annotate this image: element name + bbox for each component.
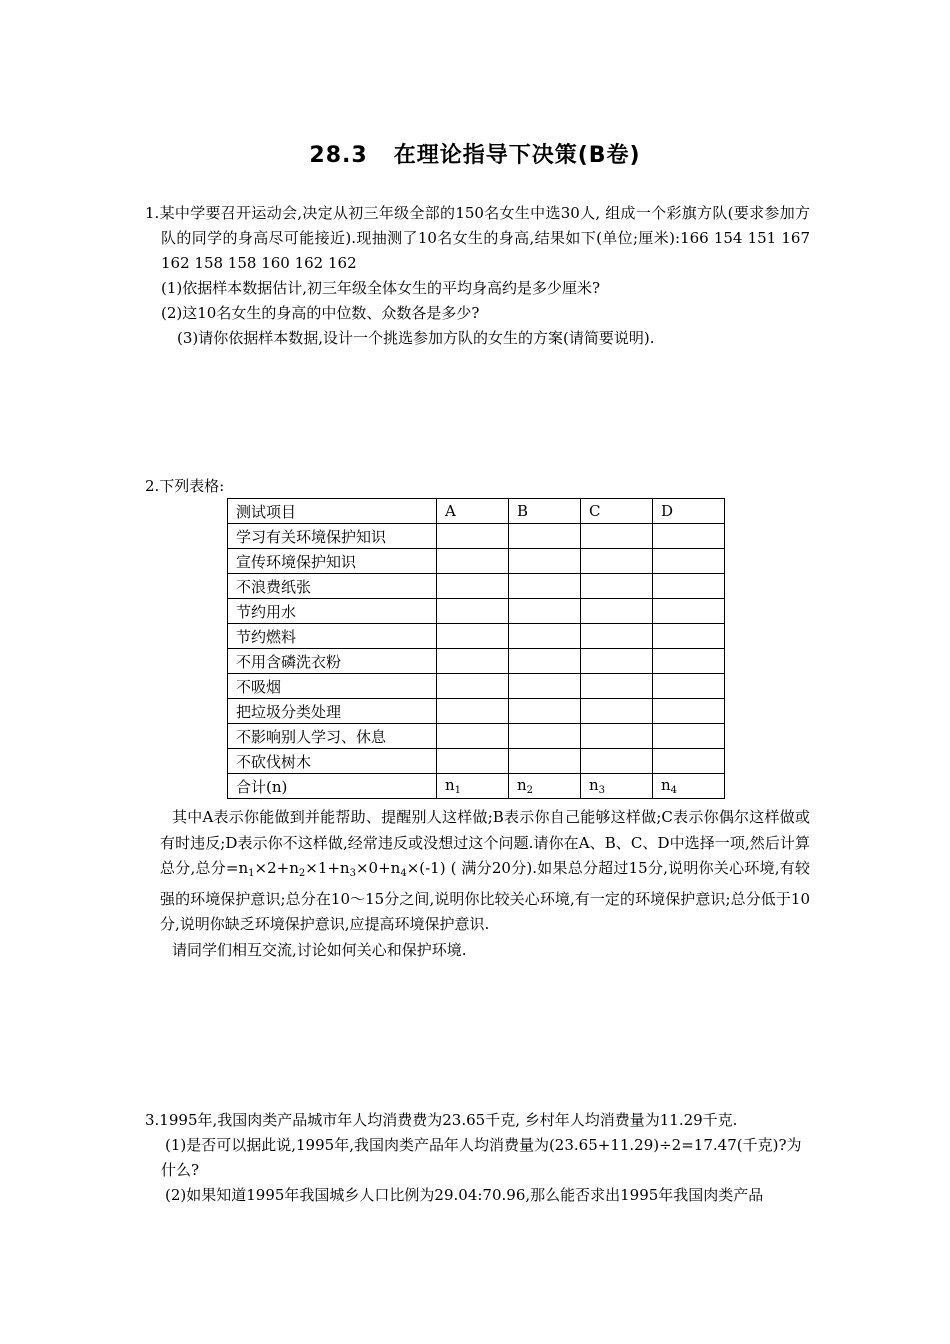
table-row — [228, 574, 725, 599]
table-row — [228, 599, 725, 624]
table-cell — [581, 649, 653, 674]
table-cell — [581, 574, 653, 599]
table-cell — [653, 749, 725, 774]
table-cell — [581, 749, 653, 774]
table-row-label: 不浪费纸张 — [228, 574, 437, 599]
section-title: 在理论指导下决策(B卷) — [393, 143, 641, 168]
table-total-row — [228, 774, 725, 799]
question-1-part-3: (3)请你依据样本数据,设计一个挑选参加方队的女生的方案(请简要说明). — [177, 329, 655, 347]
question-1-stem: 1.某中学要召开运动会,决定从初三年级全部的150名女生中选30人, 组成一个彩旗方队(要求参加方队的同学的身高尽可能接近).现抽测了10名女生的身高,结果如下(单位;厘米):166 154 151 167 162 158 158 160 162 162 — [145, 204, 810, 272]
table-cell — [437, 599, 509, 624]
question-2 — [145, 474, 810, 499]
table-cell — [581, 524, 653, 549]
table-total-cell: $n_4$ — [653, 774, 725, 799]
question-3-stem: 3.1995年,我国肉类产品城市年人均消费费为23.65千克, 乡村年人均消费量为11.29千克. — [145, 1111, 738, 1129]
table-cell — [509, 599, 581, 624]
question-1 — [145, 201, 810, 351]
table-cell — [653, 549, 725, 574]
table-total-label: 合计(n) — [228, 774, 437, 799]
question-3-part-2: (2)如果知道1995年我国城乡人口比例为29.04:70.96,那么能否求出1995年我国肉类产品 — [165, 1186, 764, 1204]
table-cell — [437, 749, 509, 774]
question-1-part-2: (2)这10名女生的身高的中位数、众数各是多少? — [161, 304, 480, 322]
table-row-label: 不砍伐树木 — [228, 749, 437, 774]
table-cell — [437, 674, 509, 699]
table-cell — [437, 549, 509, 574]
table-cell — [581, 674, 653, 699]
table-cell — [581, 624, 653, 649]
table-row — [228, 749, 725, 774]
table-header-cell: B — [509, 499, 581, 524]
table-header-cell: A — [437, 499, 509, 524]
table-cell — [437, 574, 509, 599]
table-cell — [581, 699, 653, 724]
table-cell — [653, 574, 725, 599]
section-number: 28.3 — [309, 143, 368, 168]
table-cell — [437, 524, 509, 549]
table-row-label: 不吸烟 — [228, 674, 437, 699]
table-row — [228, 524, 725, 549]
table-row — [228, 724, 725, 749]
table-row — [228, 549, 725, 574]
table-row-label: 节约用水 — [228, 599, 437, 624]
table-cell — [581, 724, 653, 749]
table-cell — [653, 699, 725, 724]
table-cell — [653, 724, 725, 749]
table-row — [228, 624, 725, 649]
question-2-notes — [160, 805, 810, 963]
table-row-label: 不用含磷洗衣粉 — [228, 649, 437, 674]
discussion-prompt: 请同学们相互交流,讨论如何关心和保护环境. — [172, 940, 467, 959]
table-cell — [509, 549, 581, 574]
question-2-stem: 2.下列表格: — [145, 477, 225, 495]
table-row — [228, 649, 725, 674]
question-3 — [145, 1108, 810, 1208]
table-total-cell: $n_3$ — [581, 774, 653, 799]
table-cell — [653, 624, 725, 649]
table-header-cell: 测试项目 — [228, 499, 437, 524]
table-row-label: 不影响别人学习、休息 — [228, 724, 437, 749]
table-total-cell: $n_1$ — [437, 774, 509, 799]
table-header-cell: D — [653, 499, 725, 524]
table-cell — [437, 724, 509, 749]
table-row-label: 节约燃料 — [228, 624, 437, 649]
table-cell — [509, 649, 581, 674]
table-row — [228, 699, 725, 724]
question-1-part-1: (1)依据样本数据估计,初三年级全体女生的平均身高约是多少厘米? — [161, 279, 601, 297]
table-cell — [653, 524, 725, 549]
table-cell — [581, 549, 653, 574]
table-cell — [509, 724, 581, 749]
table-cell — [509, 574, 581, 599]
table-cell — [509, 699, 581, 724]
environment-survey-table — [227, 498, 725, 799]
table-cell — [653, 599, 725, 624]
table-row-label: 把垃圾分类处理 — [228, 699, 437, 724]
table-cell — [437, 624, 509, 649]
table-cell — [653, 674, 725, 699]
table-cell — [509, 524, 581, 549]
question-3-part-1: (1)是否可以据此说,1995年,我国肉类产品年人均消费量为(23.65+11.29)÷2=17.47(千克)?为什么? — [161, 1136, 802, 1179]
table-cell — [509, 749, 581, 774]
table-row-label: 学习有关环境保护知识 — [228, 524, 437, 549]
table-cell — [653, 649, 725, 674]
table-total-cell: $n_2$ — [509, 774, 581, 799]
table-header-row — [228, 499, 725, 524]
table-cell — [437, 649, 509, 674]
table-cell — [509, 624, 581, 649]
scoring-explanation: 其中A表示你能做到并能帮助、提醒别人这样做;B表示你自己能够这样做;C表示你偶尔这样做或有时违反;D表示你不这样做,经常违反或没想过这个问题.请你在A、B、C、D中选择一项,然后计算总分,总分$=n_1\times 2+n_2\times 1+n_3\times 0+n_4\times(-1)$ ( 满分20分).如果总分超过15分,说明你关心环境,有较强的环境保护意识;总分在10～15分之间,说明你比较关心环境,有一定的环境保护意识;总分低于10分,说明你缺乏环境保护意识,应提高环境保护意识. — [160, 808, 811, 933]
table-cell — [437, 699, 509, 724]
table-header-cell: C — [581, 499, 653, 524]
table-row-label: 宣传环境保护知识 — [228, 549, 437, 574]
page-title — [0, 138, 950, 169]
table-cell — [509, 674, 581, 699]
table-row — [228, 674, 725, 699]
table-cell — [581, 599, 653, 624]
